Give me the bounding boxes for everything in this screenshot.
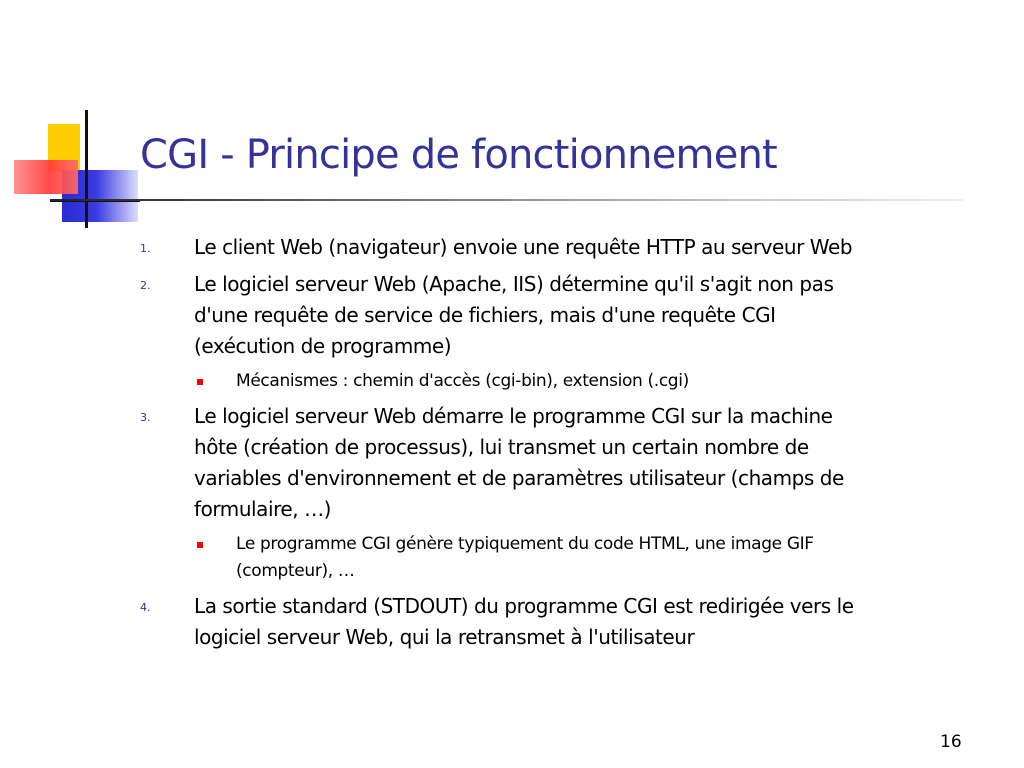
slide-logo-decoration [0, 0, 140, 240]
item-line: d'une requête de service de fichiers, mais d'une requête CGI [194, 303, 776, 327]
list-number: 3. [140, 411, 151, 424]
item-line: (exécution de programme) [194, 334, 452, 358]
title-underline [50, 199, 964, 201]
sub-item-line: (compteur), … [236, 561, 355, 581]
item-line: Le logiciel serveur Web (Apache, IIS) détermine qu'il s'agit non pas [194, 272, 834, 296]
sub-item-line: Mécanismes : chemin d'accès (cgi-bin), extension (.cgi) [236, 371, 689, 391]
red-square [14, 160, 78, 194]
slide-title: CGI - Principe de fonctionnement [140, 132, 777, 178]
slide-content [140, 232, 1000, 659]
square-bullet-icon [197, 379, 203, 385]
sub-item-2 [140, 368, 1000, 395]
list-number: 2. [140, 279, 151, 292]
list-item-3 [140, 401, 1000, 525]
logo-vertical-line [85, 110, 88, 228]
sub-item-3 [140, 531, 1000, 585]
item-line: La sortie standard (STDOUT) du programme CGI est redirigée vers le [194, 594, 854, 618]
list-number: 1. [140, 242, 151, 255]
page-number: 16 [940, 732, 962, 752]
list-number: 4. [140, 601, 151, 614]
item-line: Le client Web (navigateur) envoie une requête HTTP au serveur Web [194, 235, 853, 259]
item-line: variables d'environnement et de paramètres utilisateur (champs de [194, 466, 844, 490]
item-line: hôte (création de processus), lui transmet un certain nombre de [194, 435, 809, 459]
item-line: Le logiciel serveur Web démarre le programme CGI sur la machine [194, 404, 833, 428]
list-item-2 [140, 269, 1000, 362]
item-line: logiciel serveur Web, qui la retransmet à l'utilisateur [194, 625, 695, 649]
sub-item-line: Le programme CGI génère typiquement du code HTML, une image GIF [236, 534, 814, 554]
item-line: formulaire, …) [194, 497, 331, 521]
square-bullet-icon [197, 542, 203, 548]
list-item-1 [140, 232, 1000, 263]
list-item-4 [140, 591, 1000, 653]
